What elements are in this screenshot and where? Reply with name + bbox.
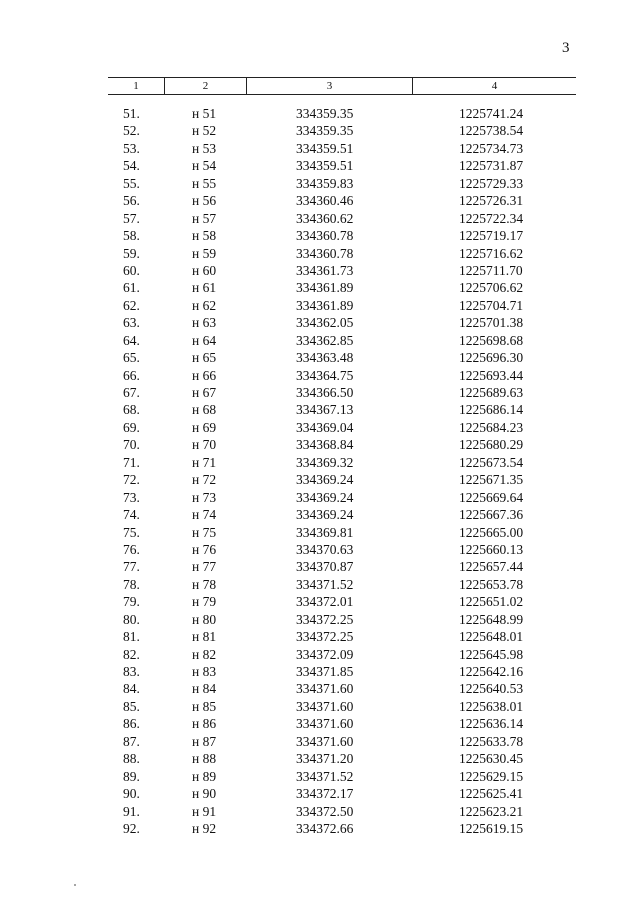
point-name: н 80 [192,611,217,627]
row-number: 73. [123,489,140,505]
coordinate-y: 1225669.64 [459,489,524,505]
table-row [0,576,639,593]
row-number: 86. [123,716,140,732]
table-row [0,524,639,541]
coordinate-y: 1225651.02 [459,594,524,610]
table-row [0,192,639,209]
row-number: 61. [123,280,140,296]
coordinate-x: 334363.48 [296,350,354,366]
point-name: н 89 [192,768,217,784]
point-name: н 90 [192,786,217,802]
point-name: н 77 [192,559,217,575]
coordinate-y: 1225671.35 [459,472,524,488]
coordinate-y: 1225636.14 [459,716,524,732]
column-header-1: 1 [133,80,139,92]
row-number: 85. [123,698,140,714]
table-row [0,471,639,488]
coordinate-x: 334371.85 [296,664,354,679]
point-name: н 87 [192,733,217,749]
table-row [0,419,639,436]
table-row [0,401,639,418]
point-name: н 84 [192,681,217,697]
point-name: н 58 [192,228,217,244]
row-number: 66. [123,367,140,383]
coordinate-x: 334359.51 [296,158,354,174]
row-number: 55. [123,175,140,191]
table-row [0,332,639,349]
coordinate-x: 334371.52 [296,768,354,784]
coordinate-y: 1225719.17 [459,228,524,244]
point-name: н 61 [192,280,217,296]
point-name: н 86 [192,716,217,732]
row-number: 88. [123,751,140,767]
coordinate-y: 1225706.62 [459,280,524,296]
coordinate-x: 334372.25 [296,611,354,627]
table-row [0,367,639,384]
row-number: 81. [123,629,140,645]
coordinate-x: 334371.20 [296,751,354,767]
coordinate-y: 1225665.00 [459,524,524,540]
row-number: 80. [123,611,140,627]
table-row [0,175,639,192]
table-row [0,698,639,715]
coordinate-y: 1225660.13 [459,541,524,557]
table-row [0,680,639,697]
row-number: 76. [123,541,140,557]
row-number: 62. [123,297,140,313]
column-header-4: 4 [491,80,498,92]
coordinate-x: 334371.60 [296,681,354,697]
table-row [0,803,639,820]
coordinate-x: 334371.60 [296,733,354,749]
coordinate-x: 334371.52 [296,576,354,592]
coordinate-x: 334361.89 [296,280,354,296]
coordinate-y: 1225689.63 [459,385,524,400]
table-row [0,227,639,244]
coordinate-y: 1225673.54 [459,454,524,470]
row-number: 63. [123,315,140,331]
coordinate-x: 334360.46 [296,193,354,209]
table-row [0,558,639,575]
coordinate-y: 1225648.99 [459,611,524,627]
point-name: н 83 [192,664,217,679]
coordinate-x: 334369.24 [296,472,354,488]
coordinate-y: 1225686.14 [459,402,524,418]
coordinate-x: 334372.66 [296,820,354,836]
table-row [0,314,639,331]
coordinate-x: 334360.78 [296,245,354,261]
point-name: н 57 [192,210,217,226]
point-name: н 81 [192,629,217,645]
coordinate-y: 1225657.44 [459,559,524,575]
row-number: 72. [123,472,140,488]
coordinate-y: 1225726.31 [459,193,524,209]
coordinate-x: 334369.81 [296,524,354,540]
coordinate-x: 334359.83 [296,175,354,191]
coordinate-y: 1225680.29 [459,437,524,453]
coordinate-x: 334359.35 [296,106,354,121]
point-name: н 67 [192,385,217,400]
table-row [0,611,639,628]
coordinate-y: 1225741.24 [459,106,524,121]
coordinate-y: 1225711.70 [459,262,523,278]
coordinate-y: 1225729.33 [459,175,524,191]
table-row [0,436,639,453]
coordinate-y: 1225619.15 [459,820,524,836]
coordinate-y: 1225698.68 [459,332,524,348]
coordinate-x: 334366.50 [296,385,354,400]
coordinate-y: 1225701.38 [459,315,524,331]
row-number: 65. [123,350,140,366]
coordinate-x: 334360.62 [296,210,354,226]
row-number: 78. [123,576,140,592]
table-row [0,105,639,122]
table-row [0,506,639,523]
point-name: н 85 [192,698,217,714]
table-row [0,349,639,366]
table-row [0,646,639,663]
point-name: н 52 [192,123,217,139]
point-name: н 74 [192,507,217,523]
point-name: н 88 [192,751,217,767]
point-name: н 51 [192,106,217,121]
coordinate-y: 1225738.54 [459,123,524,139]
table-row [0,210,639,227]
coordinate-y: 1225645.98 [459,646,524,662]
table-row [0,733,639,750]
row-number: 53. [123,140,140,156]
coordinate-y: 1225693.44 [459,367,524,383]
row-number: 56. [123,193,140,209]
row-number: 70. [123,437,140,453]
row-number: 52. [123,123,140,139]
table-row [0,768,639,785]
table-row [0,663,639,680]
point-name: н 63 [192,315,217,331]
table-row [0,715,639,732]
table-row [0,750,639,767]
coordinate-x: 334359.51 [296,140,354,156]
table-row [0,279,639,296]
coordinate-x: 334362.05 [296,315,354,331]
coordinate-y: 1225630.45 [459,751,524,767]
coordinate-x: 334372.25 [296,629,354,645]
table-row [0,820,639,837]
row-number: 59. [123,245,140,261]
coordinate-y: 1225704.71 [459,297,524,313]
coordinate-y: 1225653.78 [459,576,524,592]
table-header [108,77,576,95]
coordinate-x: 334368.84 [296,437,354,453]
table-body [0,105,639,837]
row-number: 91. [123,803,140,819]
table-row [0,628,639,645]
table-row [0,122,639,139]
row-number: 57. [123,210,140,226]
point-name: н 76 [192,541,217,557]
table-row [0,593,639,610]
point-name: н 60 [192,262,217,278]
point-name: н 78 [192,576,217,592]
row-number: 69. [123,419,140,435]
coordinate-x: 334369.32 [296,454,354,470]
row-number: 82. [123,646,140,662]
coordinate-y: 1225623.21 [459,803,524,819]
coordinate-y: 1225625.41 [459,786,524,802]
point-name: н 66 [192,367,217,383]
coordinate-x: 334361.73 [296,262,354,278]
row-number: 51. [123,106,140,121]
row-number: 68. [123,402,140,418]
point-name: н 75 [192,524,217,540]
point-name: н 64 [192,332,217,348]
coordinate-y: 1225731.87 [459,158,524,174]
coordinate-x: 334372.01 [296,594,354,610]
table-row [0,489,639,506]
coordinate-y: 1225638.01 [459,698,524,714]
row-number: 75. [123,524,140,540]
table-row [0,541,639,558]
coordinate-y: 1225722.34 [459,210,524,226]
point-name: н 62 [192,297,217,313]
point-name: н 54 [192,158,217,174]
table-row [0,384,639,401]
coordinate-x: 334364.75 [296,367,354,383]
coordinate-x: 334369.24 [296,489,354,505]
table-row [0,140,639,157]
row-number: 58. [123,228,140,244]
row-number: 67. [123,385,140,400]
point-name: н 92 [192,820,217,836]
coordinate-y: 1225716.62 [459,245,524,261]
point-name: н 71 [192,454,217,470]
point-name: н 59 [192,245,217,261]
page-number: 3 [562,40,570,56]
coordinate-y: 1225648.01 [459,629,524,645]
coordinate-y: 1225667.36 [459,507,524,523]
coordinate-x: 334369.24 [296,507,354,523]
coordinate-x: 334369.04 [296,419,354,435]
coordinate-x: 334372.17 [296,786,354,802]
point-name: н 55 [192,175,217,191]
table-row [0,297,639,314]
coordinate-x: 334372.50 [296,803,354,819]
row-number: 74. [123,507,140,523]
row-number: 89. [123,768,140,784]
row-number: 92. [123,820,140,836]
coordinate-x: 334360.78 [296,228,354,244]
row-number: 83. [123,664,140,679]
row-number: 84. [123,681,140,697]
row-number: 54. [123,158,140,174]
coordinate-y: 1225684.23 [459,419,524,435]
row-number: 71. [123,454,140,470]
coordinate-x: 334372.09 [296,646,354,662]
coordinate-y: 1225633.78 [459,733,524,749]
table-row [0,157,639,174]
point-name: н 79 [192,594,217,610]
coordinate-x: 334370.63 [296,541,354,557]
coordinate-y: 1225640.53 [459,681,524,697]
coordinate-x: 334359.35 [296,123,354,139]
coordinate-x: 334371.60 [296,716,354,732]
row-number: 77. [123,559,140,575]
coordinate-x: 334362.85 [296,332,354,348]
point-name: н 82 [192,646,217,662]
row-number: 60. [123,262,140,278]
row-number: 90. [123,786,140,802]
point-name: н 56 [192,193,217,209]
table-row [0,454,639,471]
row-number: 79. [123,594,140,610]
coordinate-y: 1225629.15 [459,768,524,784]
scan-speck [74,884,76,886]
point-name: н 68 [192,402,217,418]
point-name: н 53 [192,140,217,156]
point-name: н 72 [192,472,217,488]
coordinate-x: 334361.89 [296,297,354,313]
coordinate-y: 1225696.30 [459,350,524,366]
row-number: 64. [123,332,140,348]
coordinate-x: 334367.13 [296,402,354,418]
coordinate-x: 334371.60 [296,698,354,714]
row-number: 87. [123,733,140,749]
point-name: н 65 [192,350,217,366]
coordinate-x: 334370.87 [296,559,354,575]
column-header-2: 2 [202,80,209,92]
coordinate-y: 1225642.16 [459,664,524,679]
point-name: н 69 [192,419,217,435]
column-header-3: 3 [326,80,333,92]
point-name: н 70 [192,437,217,453]
table-row [0,262,639,279]
table-row [0,245,639,262]
table-row [0,785,639,802]
point-name: н 73 [192,489,217,505]
coordinate-y: 1225734.73 [459,140,524,156]
point-name: н 91 [192,803,217,819]
